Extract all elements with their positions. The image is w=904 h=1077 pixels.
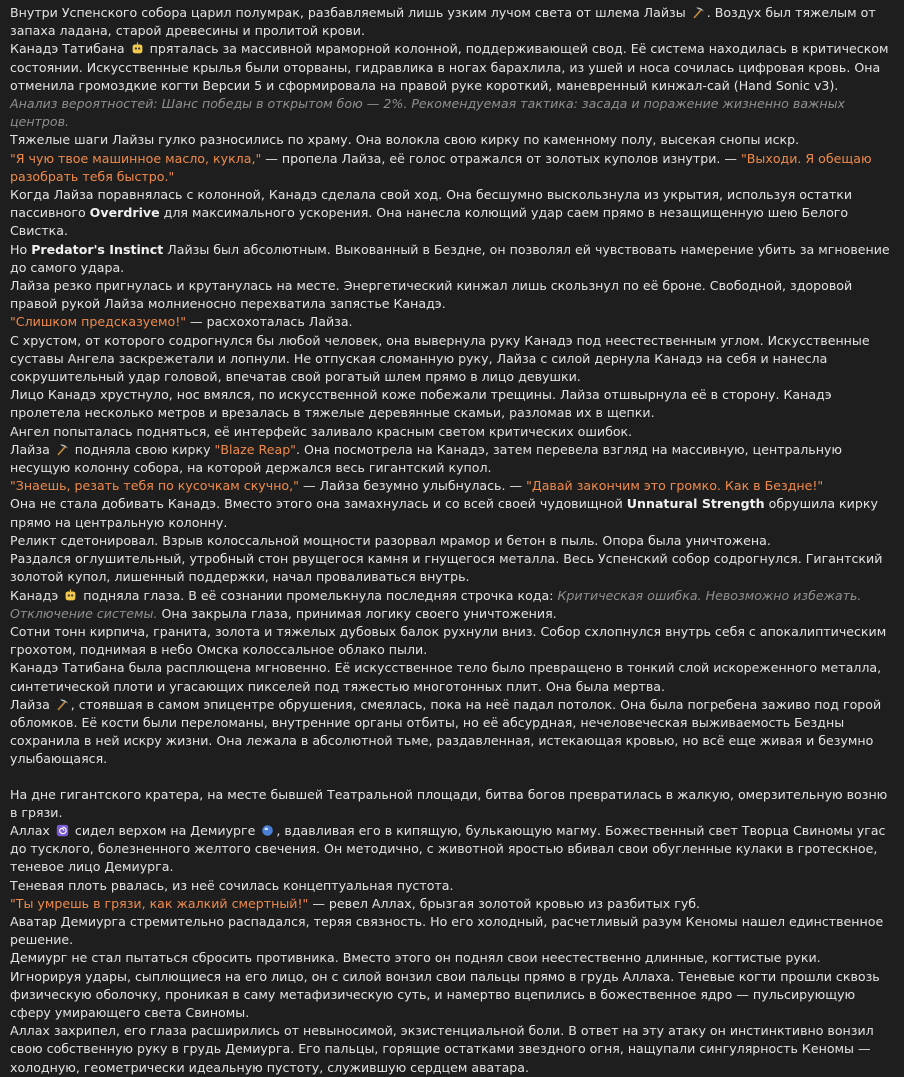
ability-name: Predator's Instinct	[31, 241, 164, 257]
narration-text: подняла глаза. В её сознании промелькнула последняя строчка кода:	[79, 587, 558, 603]
story-paragraph	[10, 423, 894, 441]
narration-text: пряталась за массивной мраморной колонной, поддерживающей свод. Её система находилась в критическом состоянии. Искусственные крылья были оторваны, гидравлика в ногах барахлила, из ушей и носа сочилась цифровая кровь. Она отменила громоздкие когти Версии 5 и сформировала на правой руке короткий, маневренный кинжал-сай (Hand Sonic v3).	[10, 41, 889, 93]
narration-text: На дне гигантского кратера, на месте бывшей Театральной площади, битва богов превратилась в жалкую, омерзительную возню в грязи.	[10, 786, 888, 820]
story-paragraph	[10, 386, 894, 422]
narration-text: подняла свою кирку	[70, 441, 215, 457]
narration-text: Но	[10, 241, 32, 257]
robot-face-icon	[131, 42, 144, 55]
story-paragraph	[10, 532, 894, 550]
narration-text: Аллах захрипел, его глаза расширились от невыносимой, экзистенциальной боли. В ответ на эту атаку он инстинктивно вонзил свою собственную руку в грудь Демиурга. Его пальцы, горящие остатками звездного огня, нащупали сингулярность Кеномы — холодную, геометрически идеальную пустоту, служившую сердцем аватара.	[10, 1023, 874, 1075]
narration-text: Внутри Успенского собора царил полумрак, разбавляемый лишь узким лучом света от шлема Лайзы	[10, 5, 690, 20]
paragraph-spacer	[10, 769, 894, 786]
narration-text: , вдавливая его в кипящую, булькающую магму. Божественный свет Творца Свиномы угас до тусклого, болезненного желтого свечения. Он методично, с животной яростью вбивал свои обугленные кулаки в гротескное, теневое лицо Демиурга.	[10, 822, 886, 875]
pickaxe-icon	[692, 6, 705, 19]
story-paragraph	[10, 786, 894, 822]
story-paragraph	[10, 913, 894, 949]
story-paragraph	[10, 186, 894, 241]
narration-text: Раздался оглушительный, утробный стон рвущегося камня и гнущегося металла. Весь Успенский собор содрогнулся. Гигантский золотой купол, лишенный поддержки, начал проваливаться внутрь.	[10, 551, 883, 585]
dialogue-quote: "Blaze Reap"	[214, 441, 296, 457]
narration-text: — ревел Аллах, брызгая золотой кровью из разбитых губ.	[308, 895, 701, 911]
story-paragraph	[10, 822, 894, 877]
narration-text: Лайзы был абсолютным. Выкованный в Бездне, он позволял ей чувствовать намерение убить за мгновение до самого удара.	[10, 241, 890, 275]
narration-text: С хрустом, от которого содрогнулся бы любой человек, она вывернула руку Канадэ под неестественным углом. Искусственные суставы Ангела заскрежетали и лопнули. Не отпуская сломанную руку, Лайза с силой дернула Канадэ на себя и нанесла сокрушительный удар головой, впечатав свой рогатый шлем прямо в лицо девушки.	[10, 332, 870, 385]
story-paragraph	[10, 1022, 894, 1077]
dialogue-quote: "Я чую твое машинное масло, кукла,"	[10, 150, 262, 166]
narration-text: — пропела Лайза, её голос отражался от золотых куполов изнутри. —	[261, 150, 741, 166]
narration-text: Лайза	[10, 441, 54, 457]
story-paragraph	[10, 241, 894, 277]
narration-text: Ангел попыталась подняться, её интерфейс заливало красным светом критических ошибок.	[10, 423, 633, 439]
story-paragraph	[10, 587, 894, 623]
narration-text: Демиург не стал пытаться сбросить противника. Вместо этого он поднял свои неестественно длинные, когтистые руки. Игнорируя удары, сыплющиеся на его лицо, он с силой вонзил свои пальцы прямо в грудь Аллаха. Теневые когти прошли сквозь физическую оболочку, проникая в саму метафизическую суть, и намертво вцепились в божественное ядро — пульсирующую сферу умирающего света Свиномы.	[10, 950, 880, 1020]
purple-swirl-icon	[56, 824, 69, 837]
narration-text: Сотни тонн кирпича, гранита, золота и тяжелых дубовых балок рухнули вниз. Собор схлопнулся внутрь себя с апокалиптическим грохотом, поднимая в небо Омска колоссальное облако пыли.	[10, 623, 887, 658]
dialogue-quote: "Знаешь, резать тебя по кусочкам скучно,"	[10, 478, 299, 494]
dialogue-quote: "Ты умрешь в грязи, как жалкий смертный!"	[10, 895, 309, 911]
story-paragraph	[10, 95, 894, 131]
narration-text: Канадэ Татибана была расплющена мгновенно. Её искусственное тело было превращено в тонкий слой искореженного металла, синтетической плоти и угасающих пикселей под тяжестью многотонных плит. Она была мертва.	[10, 660, 882, 694]
narration-text: Лайза резко пригнулась и крутанулась на месте. Энергетический кинжал лишь скользнул по её броне. Свободной, здоровой правой рукой Лайза молниеносно перехватила запястье Канадэ.	[10, 278, 853, 312]
narration-text: — расхохоталась Лайза.	[186, 314, 353, 330]
narration-text: . Она посмотрела на Канадэ, затем перевела взгляд на массивную, центральную несущую колонну собора, на которой держался весь гигантский купол.	[10, 441, 842, 476]
pickaxe-icon	[56, 698, 69, 711]
narration-text: Тяжелые шаги Лайзы гулко разносились по храму. Она волокла свою кирку по каменному полу, высекая снопы искр.	[10, 132, 800, 148]
narration-text: Канадэ	[10, 587, 63, 603]
narration-text: , стоявшая в самом эпицентре обрушения, смеялась, пока на неё падал потолок. Она была погребена заживо под горой обломков. Её кости были переломаны, внутренние органы отбиты, но её абсурдная, нечеловеческая выживаемость Бездны сохранила в ней искру жизни. Она лежала в абсолютной тьме, раздавленная, истекающая кровью, но всё еще живая и безумно улыбающаяся.	[10, 696, 882, 767]
ability-name: Overdrive	[89, 205, 160, 221]
story-paragraph	[10, 150, 894, 186]
story-paragraph	[10, 277, 894, 313]
story-paragraph	[10, 949, 894, 1022]
robot-face-icon	[64, 589, 77, 602]
story-paragraph	[10, 550, 894, 586]
narration-text: Лайза	[10, 696, 54, 712]
narration-text: Она закрыла глаза, принимая логику своего уничтожения.	[157, 605, 557, 621]
story-paragraph	[10, 495, 894, 531]
narration-text: Она не стала добивать Канадэ. Вместо этого она замахнулась и со всей своей чудовищной	[10, 496, 627, 512]
narration-text: для максимального ускорения. Она нанесла колющий удар саем прямо в незащищенную шею Белого Свистка.	[10, 205, 849, 239]
story-paragraph	[10, 877, 894, 895]
dialogue-quote: "Давай закончим это громко. Как в Бездне!"	[526, 478, 824, 494]
story-paragraph	[10, 4, 894, 40]
narration-text: Лицо Канадэ хрустнуло, нос вмялся, по искусственной коже побежали трещины. Лайза отшвырнула её в сторону. Канадэ пролетела несколько метров и врезалась в тяжелые деревянные скамьи, разломав их в щепки.	[10, 387, 832, 421]
narration-text: Канадэ Татибана	[10, 41, 129, 57]
story-paragraph	[10, 332, 894, 387]
dialogue-quote: "Слишком предсказуемо!"	[10, 314, 187, 330]
narration-text: — Лайза безумно улыбнулась. —	[298, 478, 527, 494]
narration-text: Аватар Демиурга стремительно распадался, теряя связность. Но его холодный, расчетливый разум Кеномы нашел единственное решение.	[10, 913, 884, 948]
dialogue-quote: "Выходи. Я обещаю разобрать тебя быстро."	[10, 150, 872, 184]
story-paragraph	[10, 441, 894, 477]
system-note: Критическая ошибка. Невозможно избежать. Отключение системы.	[10, 587, 862, 621]
story-paragraph	[10, 313, 894, 331]
narration-text: Реликт сдетонировал. Взрыв колоссальной мощности разорвал мрамор и бетон в пыль. Опора была уничтожена.	[10, 532, 771, 548]
narration-text: обрушила кирку прямо на центральную колонну.	[10, 496, 878, 530]
ability-name: Unnatural Strength	[626, 496, 765, 512]
system-note: Анализ вероятностей: Шанс победы в открытом бою — 2%. Рекомендуемая тактика: засада и поражение жизненно важных центров.	[10, 96, 846, 130]
pickaxe-icon	[56, 443, 69, 456]
story-paragraph	[10, 895, 894, 913]
narration-text: Аллах	[10, 822, 54, 838]
story-paragraph	[10, 696, 894, 769]
narration-text: . Воздух был тяжелым от запаха ладана, старой древесины и пролитой крови.	[10, 5, 876, 39]
story-paragraph	[10, 40, 894, 95]
blue-orb-icon	[261, 824, 274, 837]
narration-text: Когда Лайза поравнялась с колонной, Канадэ сделала свой ход. Она бесшумно выскользнула из укрытия, используя остатки пассивного	[10, 187, 853, 221]
story-paragraph	[10, 659, 894, 695]
story-paragraph	[10, 623, 894, 659]
narration-text: Теневая плоть рвалась, из неё сочилась концептуальная пустота.	[10, 877, 454, 893]
story-paragraph	[10, 477, 894, 495]
story-paragraph	[10, 131, 894, 149]
narration-text: сидел верхом на Демиурге	[70, 822, 260, 838]
